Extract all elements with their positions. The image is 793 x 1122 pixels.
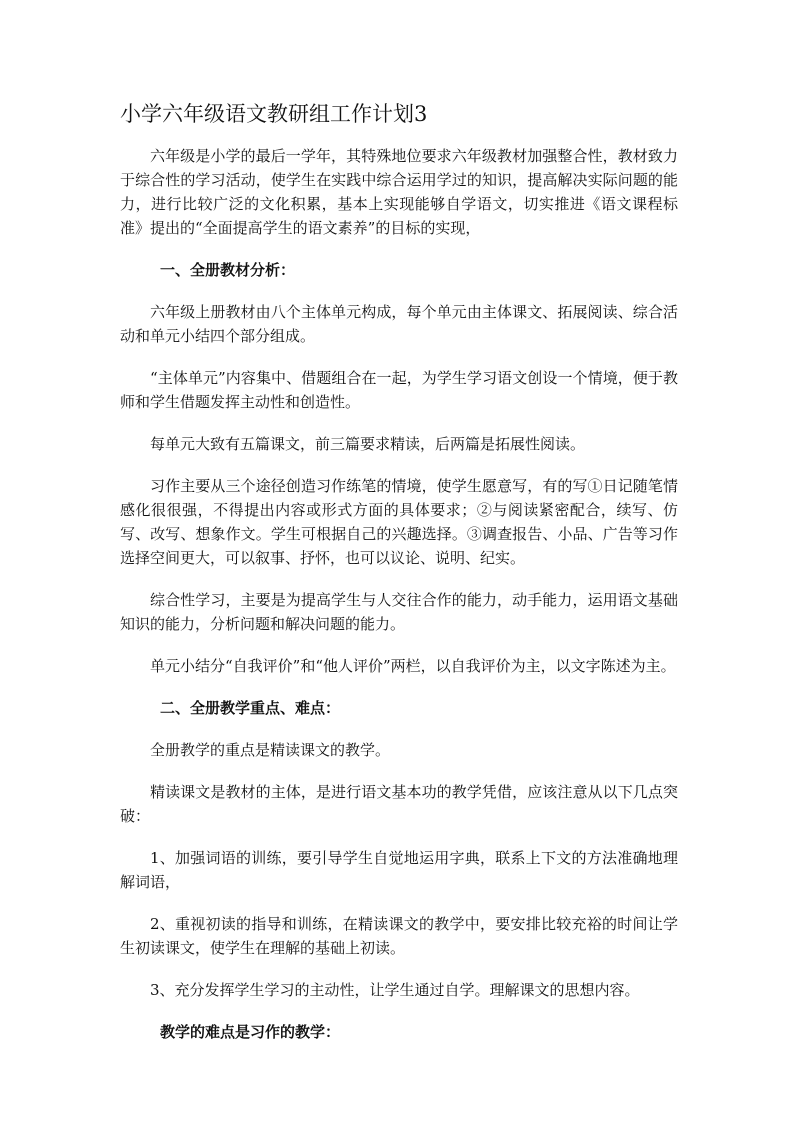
- paragraph-writing: 习作主要从三个途径创造习作练笔的情境，使学生愿意写，有的写①日记随笔情感化很很强，不得提出内容或形式方面的具体要求；②与阅读紧密配合，续写、仿写、改写、想象作文。学生可根据自己的兴趣选择。③调查报告、小品、广告等习作选择空间更大，可以叙事、抒怀，也可以议论、说明、纪实。: [120, 477, 678, 567]
- section-heading-difficulty: 教学的难点是习作的教学：: [160, 1023, 341, 1041]
- paragraph-intensive-reading: 精读课文是教材的主体，是进行语文基本功的教学凭借，应该注意从以下几点突破：: [120, 783, 678, 825]
- paragraph-unit-summary: 单元小结分“自我评价”和“他人评价”两栏，以自我评价为主，以文字陈述为主。: [150, 657, 676, 675]
- section-heading-key-points: 二、全册教学重点、难点：: [160, 699, 341, 717]
- paragraph-textbook-structure: 六年级上册教材由八个主体单元构成，每个单元由主体课文、拓展阅读、综合活动和单元小结四个部分组成。: [120, 303, 678, 345]
- list-item-1: 1、加强词语的训练，要引导学生自觉地运用字典，联系上下文的方法准确地理解词语，: [120, 849, 678, 891]
- paragraph-intro: 六年级是小学的最后一学年，其特殊地位要求六年级教材加强整合性，教材致力于综合性的学习活动，使学生在实践中综合运用学过的知识，提高解决实际问题的能力，进行比较广泛的文化积累，基本上实现能够自学语文，切实推进《语文课程标准》提出的“全面提高学生的语文素养”的目标的实现，: [120, 147, 678, 237]
- paragraph-unit-lessons: 每单元大致有五篇课文，前三篇要求精读，后两篇是拓展性阅读。: [150, 435, 586, 453]
- list-item-3: 3、充分发挥学生学习的主动性，让学生通过自学。理解课文的思想内容。: [150, 981, 640, 999]
- document-title: 小学六年级语文教研组工作计划3: [120, 102, 428, 126]
- paragraph-main-unit: “主体单元”内容集中、借题组合在一起，为学生学习语文创设一个情境，便于教师和学生借题发挥主动性和创造性。: [120, 369, 678, 411]
- document-body: [120, 144, 678, 1062]
- list-item-2: 2、重视初读的指导和训练，在精读课文的教学中，要安排比较充裕的时间让学生初读课文，使学生在理解的基础上初读。: [120, 915, 678, 957]
- paragraph-key-point: 全册教学的重点是精读课文的教学。: [150, 741, 391, 759]
- section-heading-textbook-analysis: 一、全册教材分析：: [160, 261, 296, 279]
- paragraph-comprehensive-learning: 综合性学习，主要是为提高学生与人交往合作的能力，动手能力，运用语文基础知识的能力，分析问题和解决问题的能力。: [120, 591, 678, 633]
